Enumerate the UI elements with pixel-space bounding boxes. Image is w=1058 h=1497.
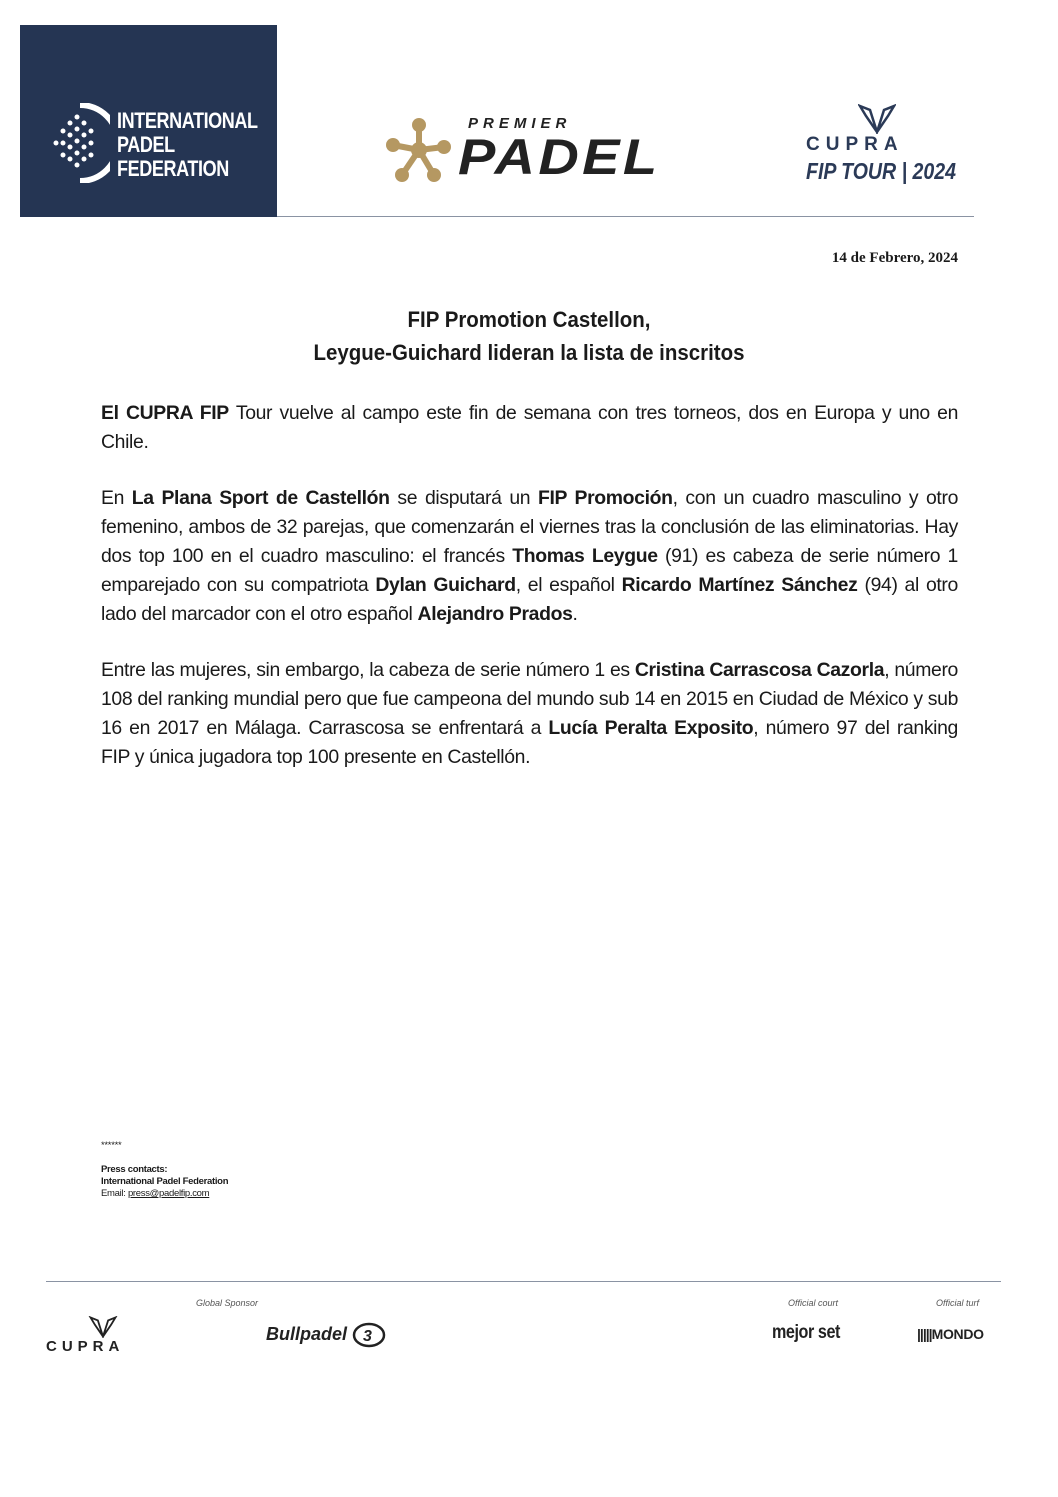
email-link[interactable]: press@padelfip.com [127, 1188, 210, 1199]
official-turf-label: Official turf [936, 1298, 980, 1308]
press-date: 14 de Febrero, 2024 [831, 250, 958, 266]
ipf-line: PADEL [117, 132, 175, 157]
header-divider [277, 216, 974, 217]
paragraph-2 [101, 484, 958, 629]
paragraph-3 [101, 656, 958, 772]
footer-divider [46, 1281, 1001, 1282]
svg-text:3: 3 [363, 1328, 372, 1345]
press-contacts [101, 1140, 228, 1200]
email-label: Email: [101, 1188, 128, 1199]
bold-run: Thomas Leygue [512, 545, 658, 567]
padel-ball-icon [50, 103, 110, 183]
text-run: (91) es cabeza de serie número 1 emparejado con su compatriota [101, 545, 958, 596]
flower-icon [386, 117, 452, 183]
text-run: se disputará un [389, 487, 538, 509]
ipf-line: INTERNATIONAL [117, 108, 258, 133]
premier-text: PREMIER [468, 115, 572, 132]
ipf-wordmark [117, 109, 258, 181]
title-line-1: FIP Promotion Castellon, [407, 307, 651, 332]
footer-cupra-text: CUPRA [46, 1338, 125, 1355]
contacts-org: International Padel Federation [101, 1176, 229, 1187]
cupra-text: CUPRA [806, 134, 904, 155]
bullpadel-mark-icon [352, 1322, 386, 1348]
text-run: Entre las mujeres, sin embargo, la cabeza de serie número 1 es [101, 659, 635, 681]
text-run: (94) al otro lado del marcador con el otro español [101, 574, 958, 625]
contacts-email-row [101, 1188, 228, 1200]
padel-text: PADEL [458, 129, 661, 185]
press-title [100, 303, 958, 369]
bullpadel-text: Bullpadel [266, 1323, 348, 1344]
title-line-2: Leygue-Guichard lideran la lista de inscritos [313, 340, 745, 365]
ipf-line: FEDERATION [117, 156, 229, 181]
mejorset-logo: mejor set [772, 1322, 840, 1343]
bold-run: La Plana Sport de Castellón [131, 487, 390, 509]
bold-run: Alejandro Prados [417, 603, 573, 625]
text-run: , número 97 del ranking FIP y única jugadora top 100 presente en Castellón. [101, 717, 958, 768]
text-run: . [572, 603, 578, 625]
text-run: , el español [515, 574, 622, 596]
cupra-emblem-icon [88, 1316, 118, 1338]
bold-run: Dylan Guichard [375, 574, 516, 596]
text-run: En [101, 487, 132, 509]
text-run: , número 108 del ranking mundial pero que fue campeona del mundo sub 14 en 2015 en Ciudad de México y sub 16 en 2017 en Málaga. Carrascosa se enfrentará a [101, 659, 958, 739]
contacts-heading: Press contacts: [101, 1164, 168, 1175]
fip-tour-text: FIP TOUR | 2024 [806, 158, 956, 184]
official-court-label: Official court [788, 1298, 839, 1308]
paragraph-1 [101, 399, 958, 457]
cupra-emblem-icon [858, 104, 896, 134]
bold-run: Lucía Peralta Exposito [548, 717, 754, 739]
bullpadel-logo [266, 1322, 386, 1348]
mondo-bars-icon: ||||| [917, 1326, 932, 1342]
mondo-logo [917, 1326, 984, 1342]
separator-stars: ****** [101, 1140, 122, 1151]
text-run: , con un cuadro masculino y otro femenino, ambos de 32 parejas, que comenzarán el viernes tras la conclusión de las eliminatorias. Hay dos top 100 en el cuadro masculino: el francés [101, 487, 959, 567]
bold-run: FIP Promoción [537, 487, 673, 509]
global-sponsor-label: Global Sponsor [196, 1298, 259, 1308]
ipf-logo-block [20, 25, 277, 217]
bold-run: Ricardo Martínez Sánchez [621, 574, 858, 596]
text-run: Tour vuelve al campo este fin de semana con tres torneos, dos en Europa y uno en Chile. [101, 402, 958, 453]
mondo-text: MONDO [931, 1326, 984, 1342]
bold-run: Cristina Carrascosa Cazorla [634, 659, 885, 681]
bold-run: El CUPRA FIP [101, 402, 229, 424]
